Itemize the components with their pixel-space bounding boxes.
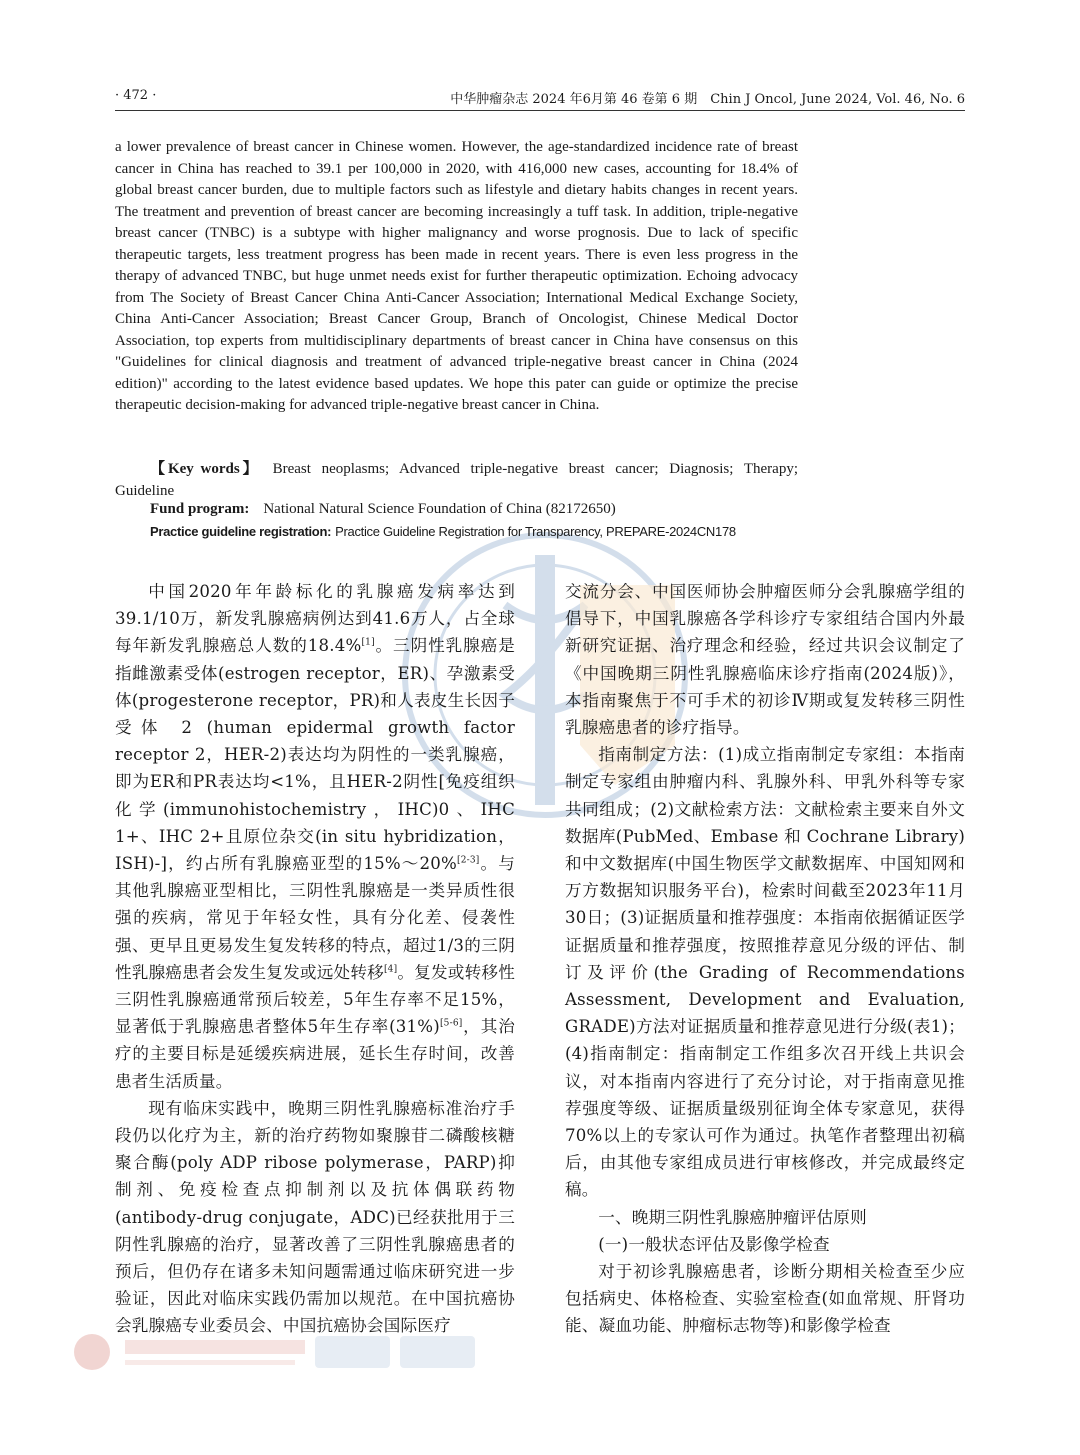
paragraph-assessment: 对于初诊乳腺癌患者，诊断分期相关检查至少应包括病史、体格检查、实验室检查(如血常规、肝肾功能、凝血功能、肿瘤标志物等)和影像学检查 [565, 1262, 965, 1336]
keywords-line [115, 458, 798, 502]
fund-label: Fund program: [150, 501, 250, 517]
subsection-heading: (一)一般状态评估及影像学检查 [598, 1234, 830, 1254]
citation-ref: [1] [361, 637, 375, 648]
fund-text: National Natural Science Foundation of China (82172650) [263, 501, 616, 517]
section-heading: 一、晚期三阴性乳腺癌肿瘤评估原则 [598, 1207, 867, 1227]
abstract-text: a lower prevalence of breast cancer in Chinese women. However, the age-standardized incidence rate of breast cancer in China has reached to 39.1 per 100,000 in 2020, with 416,000 new cases, accounting for 18.4% of global breast cancer burden, due to multiple factors such as lifestyle and dietary habits changes in recent years. The treatment and prevention of breast cancer are becoming increasingly a tuff task. In addition, triple-negative breast cancer (TNBC) is a subtype with higher malignancy and worse prognosis. Due to lack of specific therapeutic targets, less treatment progress has been made in recent years. There is even less progress in the therapy of advanced TNBC, but huge unmet needs exist for further therapeutic optimization. Echoing advocacy from The Society of Breast Cancer China Anti-Cancer Association; International Medical Exchange Society, China Anti-Cancer Association; Breast Cancer Group, Branch of Oncologist, Chinese Medical Doctor Association, top experts from multidisciplinary departments of breast cancer in China have consensus on this "Guidelines for clinical diagnosis and treatment of advanced triple-negative breast cancer in China (2024 edition)" according to the latest evidence based updates. We hope this pater can guide or optimize the precise therapeutic decision-making for advanced triple-negative breast cancer in China. [115, 139, 798, 413]
text-run: 。与其他乳腺癌亚型相比，三阴性乳腺癌是一类异质性很强的疾病，常见于年轻女性，具有分化差、侵袭性强、更早且更易发生复发转移的特点，超过1/3的三阴性乳腺癌患者会发生复发或远处转移 [115, 854, 515, 982]
paragraph-clinical-practice: 现有临床实践中，晚期三阴性乳腺癌标准治疗手段仍以化疗为主，新的治疗药物如聚腺苷二磷酸核糖聚合酶(poly ADP ribose polymerase，PARP)抑制剂、免疫检查点抑制剂以及抗体偶联药物(antibody-drug conjugate，ADC)已经获批用于三阴性乳腺癌的治疗，显著改善了三阴性乳腺癌患者的预后，但仍存在诸多未知问题需通过临床研究进一步验证，因此对临床实践仍需加以规范。在中国抗癌协会乳腺癌专业委员会、中国抗癌协会国际医疗 [115, 1098, 515, 1336]
body-column-left [115, 578, 515, 1340]
publisher-logo-watermark [70, 1322, 490, 1382]
journal-citation: 中华肿瘤杂志 2024 年6月第 46 卷第 6 期 Chin J Oncol, June 2024, Vol. 46, No. 6 [450, 92, 965, 107]
fund-program [150, 501, 616, 518]
text-run: ，其治疗的主要目标是延缓疾病进展，延长生存时间，改善患者生活质量。 [115, 1017, 515, 1091]
paragraph-guideline-intro: 交流分会、中国医师协会肿瘤医师分会乳腺癌学组的倡导下，中国乳腺癌各学科诊疗专家组结合国内外最新研究证据、治疗理念和经验，经过共识会议制定了《中国晚期三阴性乳腺癌临床诊疗指南(2024版)》，本指南聚焦于不可手术的初诊Ⅳ期或复发转移三阴性乳腺癌患者的诊疗指导。 [565, 582, 965, 738]
body-column-right [565, 578, 965, 1340]
registration-text: Practice Guideline Registration for Transparency, PREPARE-2024CN178 [335, 524, 736, 539]
keywords-label: 【Key words】 [150, 461, 261, 477]
citation-ref: [4] [383, 964, 398, 975]
text-run: 中国2020年年龄标化的乳腺癌发病率达到39.1/10万，新发乳腺癌病例达到41.6万人，占全球每年新发乳腺癌总人数的18.4% [115, 582, 515, 656]
guideline-registration [150, 524, 736, 539]
citation-ref: [2-3] [456, 855, 480, 866]
paragraph-incidence [115, 578, 515, 1095]
citation-ref: [5-6] [439, 1018, 463, 1029]
paragraph-methods: 指南制定方法：(1)成立指南制定专家组：本指南制定专家组由肿瘤内科、乳腺外科、甲乳外科等专家共同组成；(2)文献检索方法：文献检索主要来自外文数据库(PubMed、Embase 和 Cochrane Library)和中文数据库(中国生物医学文献数据库、中国知网和万方数据知识服务平台)，检索时间截至2023年11月30日；(3)证据质量和推荐强度：本指南依据循证医学证据质量和推荐强度，按照推荐意见分级的评估、制订及评价(the Grading of Recommendations Assessment, Development and Evaluation, GRADE)方法对证据质量和推荐意见进行分级(表1)；(4)指南制定：指南制定工作组多次召开线上共识会议，对本指南内容进行了充分讨论，对于指南意见推荐强度等级、证据质量级别征询全体专家意见，获得70%以上的专家认可作为通过。执笔作者整理出初稿后，由其他专家组成员进行审核修改，并完成最终定稿。 [565, 745, 965, 1200]
english-abstract [115, 137, 798, 417]
registration-label: Practice guideline registration: [150, 524, 332, 539]
running-header [115, 88, 965, 111]
keywords-text: Breast neoplasms; Advanced triple-negative breast cancer; Diagnosis; Therapy; Guideline [115, 461, 798, 499]
text-run: 。复发或转移性三阴性乳腺癌通常预后较差，5年生存率不足15%，显著低于乳腺癌患者整体5年生存率(31%) [115, 962, 515, 1037]
page-number: · 472 · [115, 88, 157, 103]
text-run: 。三阴性乳腺癌是指雌激素受体(estrogen receptor，ER)、孕激素受体(progesterone receptor，PR)和人表皮生长因子受体 2 (human epidermal growth factor receptor 2，HER-2)表达均为阴性的一类乳腺癌，即为ER和PR表达均<1%，且HER-2阴性[免疫组织化学(immunohistochemistry，IHC)0、IHC 1+、IHC 2+且原位杂交(in situ hybridization，ISH)-]，约占所有乳腺癌亚型的15%～20% [115, 636, 515, 874]
